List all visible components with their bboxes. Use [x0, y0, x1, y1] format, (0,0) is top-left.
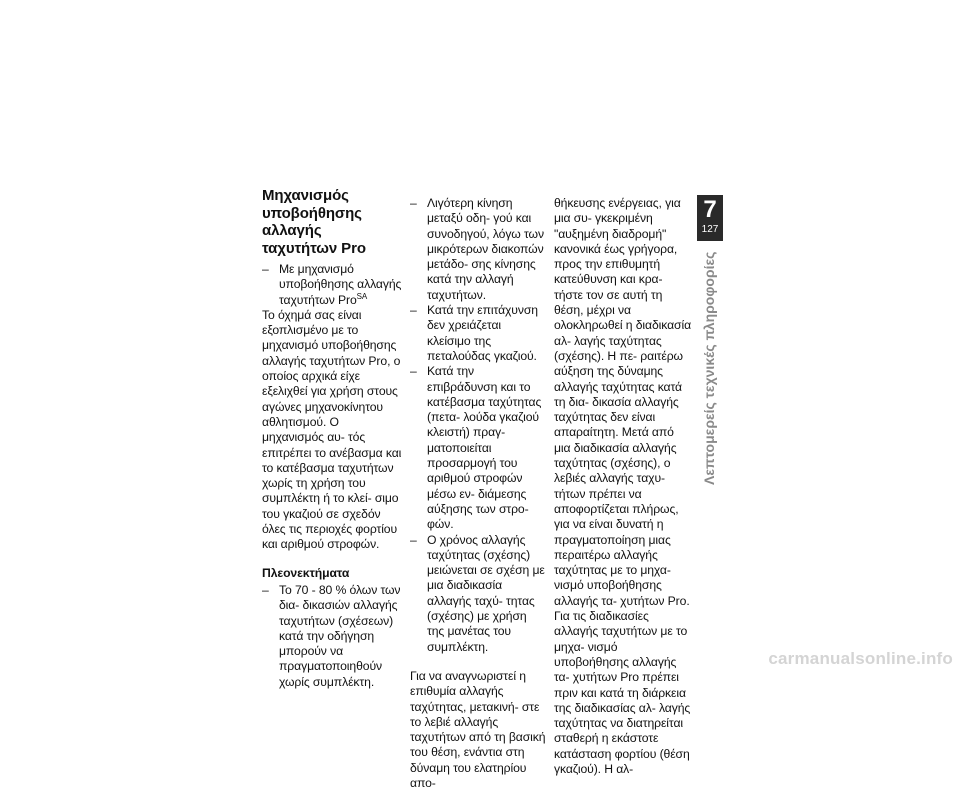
list-item-text: Το 70 - 80 % όλων των δια- δικασιών αλλαγής ταχυτήτων (σχέσεων) κατά την οδήγηση μπορούν να πραγματοποιηθούν χωρίς συμπλέκτη.	[279, 582, 401, 689]
column-2	[410, 196, 547, 791]
intro-paragraph: Το όχημά σας είναι εξοπλισμένο με το μηχανισμό υποβοήθησης αλλαγής ταχυτήτων Pro, ο οποίος αρχικά είχε εξελιχθεί για χρήση στους αγώνες μηχανοκίνητου αθλητισμού. Ο μηχανισμός αυ- τός επιτρέπει το ανέβασμα και το κατέβασμα ταχυτήτων χωρίς τη χρήση του συμπλέκτη ή το κλεί- σιμο του γκαζιού σε σχεδόν όλες τις περιοχές φορτίου και αριθμού στροφών.	[262, 307, 402, 552]
column-1	[262, 187, 404, 690]
dash-bullet: –	[410, 364, 417, 379]
list-item-text: Κατά την επιτάχυνση δεν χρειάζεται κλείσιμο της πεταλούδας γκαζιού.	[427, 303, 538, 363]
list-item	[410, 533, 547, 655]
title-line: ταχυτήτων Pro	[262, 239, 366, 257]
shift-paragraph: Για να αναγνωριστεί η επιθυμία αλλαγής ταχύτητας, μετακινή- στε το λεβιέ αλλαγής ταχυτήτων από τη βασική του θέση, ενάντια στη δύναμη του ελατηρίου απο-	[410, 668, 546, 790]
sa-superscript: SA	[356, 291, 368, 301]
title-line: Μηχανισμός	[262, 187, 349, 204]
column-3	[554, 196, 691, 777]
shift-paragraph-continued: θήκευσης ενέργειας, για μια συ- γκεκριμένη "αυξημένη διαδρομή" κανονικά έως γρήγορα, προς την επιθυμητή κατεύθυνση και κρα- τήστε τον σε αυτή τη θέση, μέχρι να ολοκληρωθεί η διαδικασία αλ- λαγής ταχύτητας (σχέσης). Η πε- ραιτέρω αύξηση της δύναμης αλλαγής ταχύτητας κατά τη δια- δικασία αλλαγής ταχύτητας δεν είναι απαραίτητη. Μετά από μια διαδικασία αλλαγής ταχύτητας (σχέσης), ο λεβιές αλλαγής ταχυ- τήτων πρέπει να αποφορτίζεται πλήρως, για να είναι δυνατή η πραγματοποίηση μιας περαιτέρω αλλαγής ταχύτητας με το μηχα- νισμό υποβοήθησης αλλαγής τα- χυτήτων Pro. Για τις διαδικασίες αλλαγής ταχυτήτων με το μηχα- νισμό υποβοήθησης αλλαγής τα- χυτήτων Pro πρέπει πριν και κατά τη διάρκεια της διαδικασίας αλ- λαγής ταχύτητας να διατηρείται σταθερή η εκάστοτε κατάσταση φορτίου (θέση γκαζιού). Η αλ-	[554, 196, 692, 776]
list-item-text: Κατά την επιβράδυνση και το κατέβασμα ταχύτητας (πετα- λούδα γκαζιού κλειστή) πραγ- ματοποιείται προσαρμογή του αριθμού στροφών μέσω εν- διάμεσης αύξησης των στρο- φών.	[427, 364, 542, 532]
list-item-text: Λιγότερη κίνηση μεταξύ οδη- γού και συνοδηγού, λόγω των μικρότερων διακοπών μετάδο- σης κίνησης κατά την αλλαγή ταχυτήτων.	[427, 196, 544, 302]
section-title	[262, 187, 404, 257]
advantages-heading: Πλεονεκτήματα	[262, 565, 350, 580]
equipment-note	[262, 262, 404, 308]
chapter-tab	[697, 195, 723, 241]
page-number: 127	[701, 224, 719, 235]
list-item-text: Ο χρόνος αλλαγής ταχύτητας (σχέσης) μειώνεται σε σχέση με μια διαδικασία αλλαγής ταχύ- τητας (σχέσης) με χρήση της μανέτας του συμπλέκτη.	[427, 532, 545, 654]
dash-bullet: –	[410, 532, 417, 547]
dash-bullet: –	[410, 196, 417, 210]
list-item	[262, 583, 404, 690]
list-item	[410, 196, 547, 303]
watermark: carmanualsonline.info	[768, 649, 953, 668]
dash-bullet: –	[262, 582, 269, 597]
chapter-side-title: Λεπτομερείς τεχνικές πληροφορίες	[701, 251, 717, 485]
equipment-note-text: Με μηχανισμό υποβοήθησης αλλαγής ταχυτήτων Pro	[279, 262, 402, 307]
dash-bullet: –	[262, 262, 269, 276]
list-item	[410, 303, 547, 364]
chapter-number: 7	[703, 196, 717, 223]
title-line: υποβοήθησης αλλαγής	[262, 204, 362, 239]
list-item	[410, 364, 547, 532]
dash-bullet: –	[410, 303, 417, 318]
